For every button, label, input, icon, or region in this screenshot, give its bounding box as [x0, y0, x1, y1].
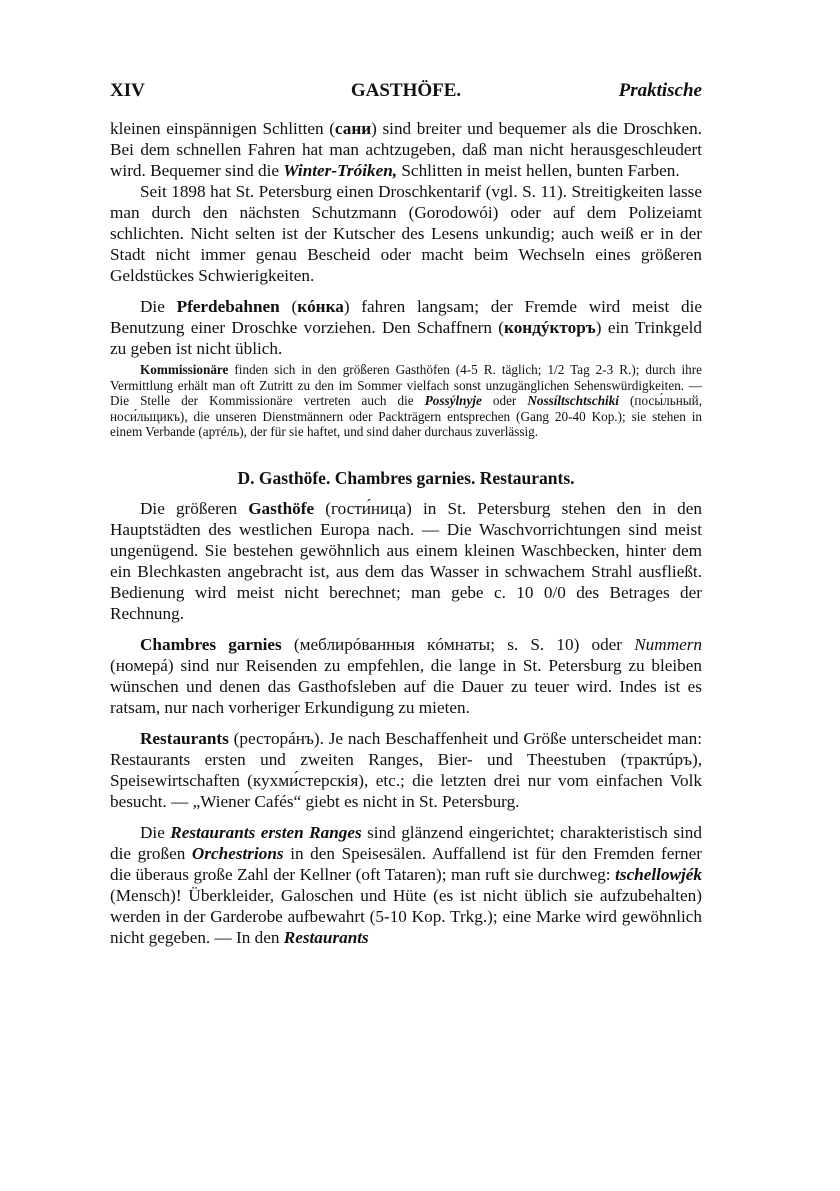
body-text: [110, 118, 702, 948]
keyword: Kommissionäre: [140, 362, 229, 377]
russian-term: кóнка: [297, 297, 344, 316]
text-run: ) ein Trinkgeld zu geben ist nicht üblich.: [110, 318, 702, 358]
keyword: Gasthöfe: [248, 498, 315, 518]
page-number: XIV: [110, 80, 145, 101]
text-run: Die: [140, 822, 171, 842]
emphasis-term: Orchestrions: [191, 843, 284, 863]
paragraph-sleighs: [110, 118, 702, 181]
text-run: (ресторáнъ). Je nach Beschaffenheit und Größe unterscheidet man: Restaurants ersten und zweiten Ranges, Bier- und Theestuben (трактúръ), Speisewirtschaften (кухми́стерскія), etc.; die letzten drei nur vom einfachen Volk besucht. — „Wiener Cafés“ giebt es nicht in St. Petersburg.: [110, 728, 702, 811]
text-run: (гости́ница) in St. Petersburg stehen den in den Hauptstädten des westlichen Europa nach. — Die Waschvorrichtungen sind meist ungenügend. Sie bestehen gewöhnlich aus einem kleinen Waschbecken, hinter dem ein Blechkasten angebracht ist, aus dem das Wasser in schwachem Strahl ausfließt. Bedienung wird meist nicht berechnet; man gebe c. 10: [110, 498, 702, 602]
russian-term: кондýкторъ: [504, 318, 596, 337]
text-run: finden sich in den größeren Gasthöfen (4-5 R. täglich;: [228, 362, 548, 377]
note-commissionaires: [110, 362, 702, 440]
text-run: (меблирóванныя кóмнаты; s. S. 10) oder: [281, 634, 635, 654]
text-run: (: [279, 297, 298, 316]
paragraph-tariff: Seit 1898 hat St. Petersburg einen Droschkentarif (vgl. S. 11). Streitigkeiten lasse man durch den nächsten Schutzmann (Gorodowói) oder auf dem Polizeiamt schlichten. Nicht selten ist der Kutscher des Lesens unkundig; auch weiß er in der Stadt nicht immer genau Bescheid oder macht beim Wechseln eines größeren Geldstückes Schwierigkeiten.: [110, 182, 702, 285]
text-run: sind glänzend eingerichtet; charakteristisch sind die großen: [110, 822, 702, 863]
fraction: 1/2: [547, 362, 565, 377]
keyword: Pferdebahnen: [176, 297, 280, 316]
text-run: kleinen einspännigen Schlitten (: [110, 119, 335, 138]
text-run: (Mensch)! Überkleider, Galoschen und Hüte (es ist nicht üblich sie aufzubehalten) werden in der Garderobe aufbewahrt (5-10 Kop. Trkg.); eine Marke wird gewöhnlich nicht gegeben. — In den: [110, 885, 702, 947]
keyword: Restaurants: [140, 728, 229, 748]
emphasis-term: Restaurants: [283, 927, 369, 947]
text-run: ) fahren langsam; der Fremde wird meist die Benutzung einer Droschke vorziehen. Den Schaffnern (: [110, 297, 702, 337]
paragraph-restaurants: [110, 728, 702, 812]
text-run: in den Speisesälen. Auffallend ist für den Fremden ferner die überaus große Zahl der Kellner (oft Tataren); man ruft sie durchweg:: [110, 843, 703, 884]
emphasis-term: Nossíltschtschiki: [527, 393, 619, 408]
paragraph-hotels: [110, 498, 702, 624]
emphasis-term: tschellowjék: [615, 864, 702, 884]
text-run: Tag 2-3 R.); durch ihre Vermittlung erhält man oft Zutritt zu den im Sommer vielfach sonst unzugänglichen Sehenswürdigkeiten. — Die Stelle der Kommissionäre vertreten auch die: [110, 362, 702, 408]
keyword: Chambres garnies: [140, 634, 282, 654]
text-run: Schlitten in meist hellen, bunten Farben.: [397, 161, 680, 180]
text-run: (номерá) sind nur Reisenden zu empfehlen, die lange in St. Petersburg zu bleiben wünschen und denen das Gasthofsleben auf die Dauer zu teuer wird. Indes ist es ratsam, nur nach vorheriger Erkundigung zu mieten.: [110, 655, 702, 717]
section-heading: D. Gasthöfe. Chambres garnies. Restaurants.: [237, 467, 575, 488]
paragraph-chambres: [110, 634, 702, 718]
emphasis-term: Restaurants ersten Ranges: [170, 822, 362, 842]
russian-term: сани: [334, 119, 372, 138]
text-run: (посы́льный, носи́льщикъ), die unseren Dienstmännern oder Packträgern entsprechen (Gang 20-40 Kop.); sie stehen in einem Verbande (артéль), der für sie haftet, und sind daher durchaus zuverlässig.: [110, 393, 702, 439]
section-name: Praktische: [618, 80, 702, 101]
text-run: oder: [481, 393, 528, 408]
text-run: ) sind breiter und bequemer als die Droschken. Bei dem schnellen Fahren hat man achtzugeben, daß man nicht herausgeschleudert wird. Bequemer sind die: [110, 119, 703, 180]
page-header: [110, 80, 702, 108]
emphasis-term: Nummern: [634, 634, 703, 654]
paragraph-first-class: [110, 822, 702, 948]
text-run: Die: [140, 297, 177, 316]
text-run: Die größeren: [140, 498, 249, 518]
percent-sign: 0/0: [543, 582, 566, 602]
running-title: GASTHÖFE.: [350, 80, 462, 101]
emphasis-term: Possýlnyje: [424, 393, 482, 408]
emphasis-term: Winter-Tróiken,: [283, 161, 398, 180]
paragraph-horse-trams: [110, 296, 702, 359]
text-run: des Betrages der Rechnung.: [110, 582, 702, 623]
